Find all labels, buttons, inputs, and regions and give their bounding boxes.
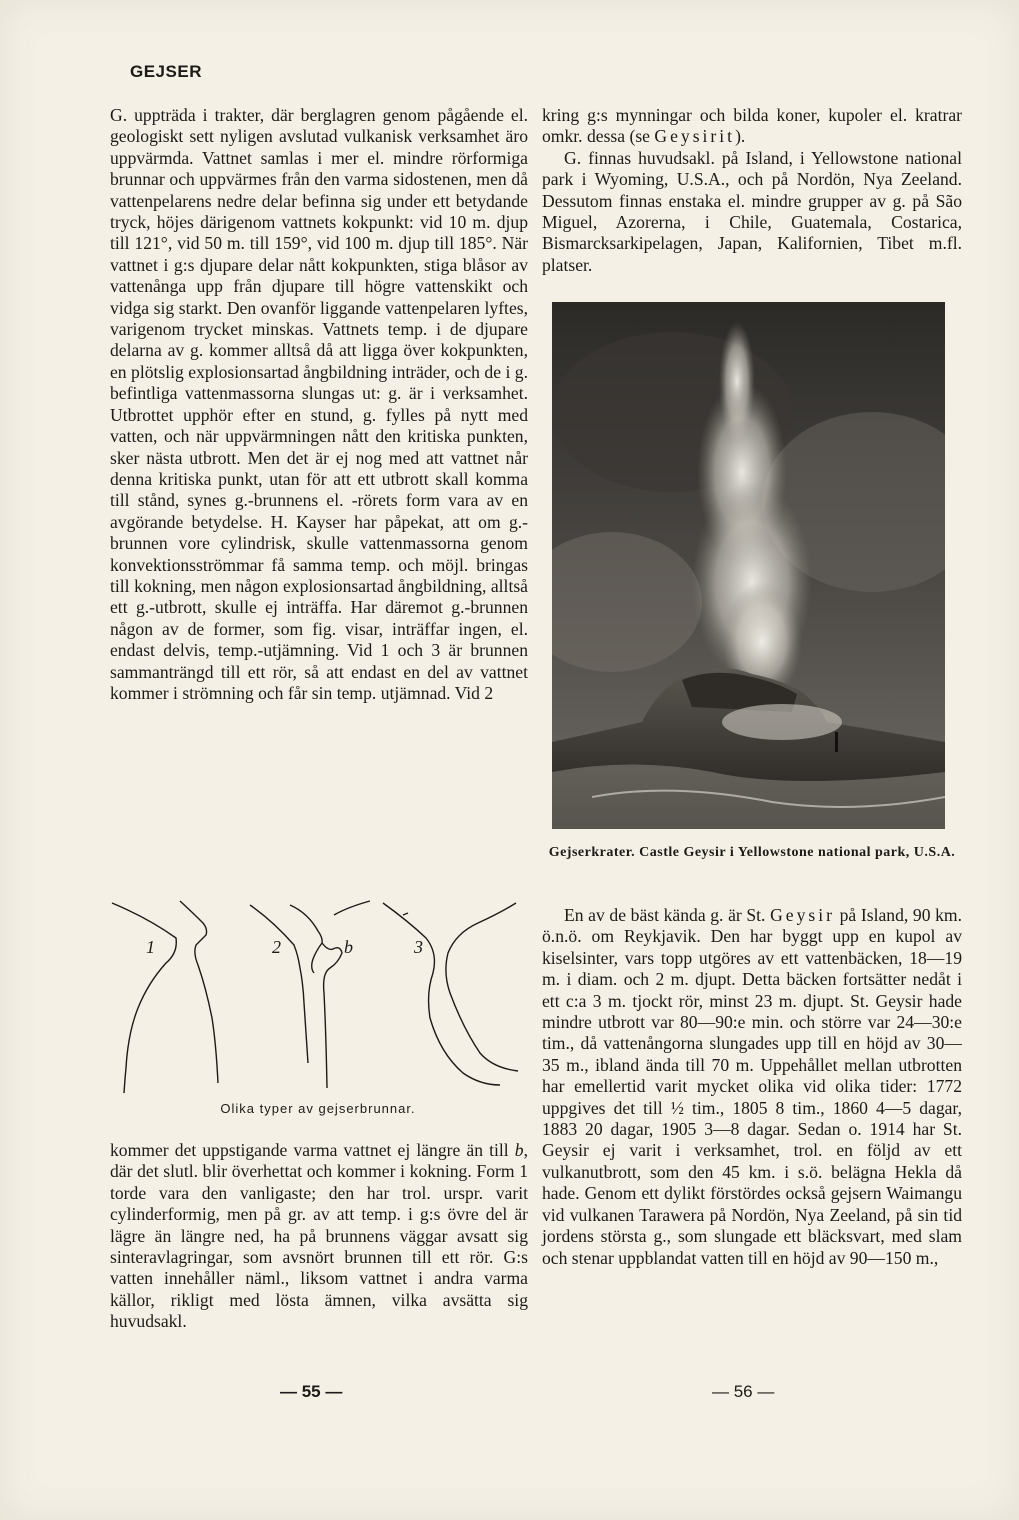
figure-label-2: 2	[272, 937, 281, 957]
right-column-top	[542, 105, 962, 276]
geyser-well-diagram	[108, 893, 528, 1103]
castle-geysir-image	[552, 302, 945, 829]
left-column-top	[110, 105, 528, 704]
figure-label-3: 3	[414, 937, 423, 957]
cross-reference: Geysirit	[654, 126, 736, 147]
italic-b: b	[514, 1140, 524, 1160]
right-column-bottom	[542, 905, 962, 1269]
paragraph	[110, 1140, 528, 1333]
photo-caption: Gejserkrater. Castle Geysir i Yellowstone national park, U.S.A.	[548, 845, 956, 860]
text-span: ).	[735, 126, 746, 147]
text-span: kommer det uppstigande varma vattnet ej längre än till	[110, 1140, 515, 1160]
text-span: kring g:s mynningar och bilda koner, kupoler el. kratrar omkr. dessa (se	[542, 105, 962, 147]
paragraph: G. uppträda i trakter, där berglagren genom pågående el. geologiskt sett nyligen avslutad vulkanisk verksamhet äro uppvärmda. Vattnet samlas i mer el. mindre rörformiga brunnar och uppvärmes från den varma sidostenen, men då vattenpelarens nedre delar befinna sig under ett betydande tryck, höjes därigenom vattnets kokpunkt: vid 10 m. djup till 121°, vid 50 m. till 159°, vid 100 m. djup till 185°. När vattnet i g:s djupare delar nått kokpunkten, stiga blåsor av vattenånga upp från djupare till högre vattenskikt och vidga sig starkt. Den ovanför liggande vattenpelaren lyftes, varigenom trycket minskas. Vattnets temp. i de djupare delarna av g. kommer alltså då att ligga över kokpunkten, en plötslig explosionsartad ångbildning inträder, och de i g. befintliga vattenmassorna slungas ut: g. är i verksamhet. Utbrottet upphör efter en stund, g. fylles på nytt med vatten, och när uppvärmningen nått den kritiska punkten, sker nästa utbrott. Men det är ej nog med att vattnet når denna kritiska punkt, utan för att ett utbrott skall komma till stånd, synes g.-brunnens el. -rörets form vara av en avgörande betydelse. H. Kayser har påpekat, att om g.-brunnen vore cylindrisk, skulle vattenmassorna genom konvektionsströmmar få samma temp. och möjl. bringas till kokning, men någon explosionsartad ångbildning, alltså ett g.-utbrott, skulle ej inträffa. Har däremot g.-brunnen någon av de former, som fig. visar, inträffar ingen, el. endast delvis, temp.-utjämning. Vid 1 och 3 är brunnen sammanträngd till ett rör, så att endast en del av vattnet kommer i strömning och får sin temp. utjämnad. Vid 2	[110, 105, 528, 703]
figure-caption: Olika typer av gejserbrunnar.	[220, 1101, 416, 1116]
paragraph	[542, 905, 962, 1269]
text-span: En av de bäst kända g. är St.	[564, 905, 771, 925]
page-number-left: — 55 —	[280, 1382, 343, 1401]
page-header: GEJSER	[130, 62, 202, 81]
geyser-photo	[552, 302, 945, 829]
figure-label-b: b	[344, 937, 353, 957]
left-column-bottom	[110, 1140, 528, 1333]
paragraph: G. finnas huvudsakl. på Island, i Yellowstone national park i Wyoming, U.S.A., och på Nordön, Nya Zeeland. Dessutom finnas enstaka el. mindre grupper av g. på São Miguel, Azorerna, i Chile, Guatemala, Costarica, Bismarcksarkipelagen, Japan, Kalifornien, Tibet m.fl. platser.	[542, 147, 962, 275]
geyser-well-figure	[108, 893, 528, 1125]
text-span: på Island, 90 km. ö.n.ö. om Reykjavik. Den har byggt upp en kupol av kiselsinter, vars topp utgöres av ett vattenbäcken, 18—19 m. i diam. och 2 m. djupt. Detta bäcken fortsätter nedåt i ett c:a 3 m. tjockt rör, minst 23 m. djupt. St. Geysir hade mindre utbrott var 80—90:e min. och större var 24—30:e tim., då vattenångorna slungades upp till en höjd av 30—35 m., ibland ända till 70 m. Uppehållet mellan utbrotten har emellertid varit mycket olika vid olika tider: 1772 uppgives det till ½ tim., 1805 8 tim., 1860 4—5 dagar, 1883 20 dagar, 1905 3—8 dagar. Sedan o. 1914 har St. Geysir ej varit i verksamhet, trol. en följd av ett vulkanutbrott, som den 45 km. i s.ö. belägna Hekla då hade. Genom ett dylikt förstördes också gejsern Waimangu vid vulkanen Tarawera på Nordön, Nya Zeeland, på sin tid jordens största g., som slungade ett bläcksvart, med slam och stenar uppblandat vatten till en höjd av 90—150 m.,	[542, 905, 962, 1268]
cross-reference: Geysir	[770, 905, 835, 925]
figure-label-1: 1	[146, 937, 155, 957]
paragraph	[542, 105, 962, 148]
page-number-right: — 56 —	[712, 1382, 775, 1401]
text-span: , där det slutl. blir överhettat och kommer i kokning. Form 1 torde vara den vanligaste; den har trol. urspr. varit cylinderformig, men på gr. av att temp. i g:s övre del är lägre än längre ned, ha på brunnens väggar avsatt sig sinteravlagringar, som avsnört brunnen till ett rör. G:s vatten innehåller näml., liksom vattnet i andra varma källor, rikligt med lösta ämnen, vilka avsätta sig huvudsakl.	[110, 1140, 528, 1332]
